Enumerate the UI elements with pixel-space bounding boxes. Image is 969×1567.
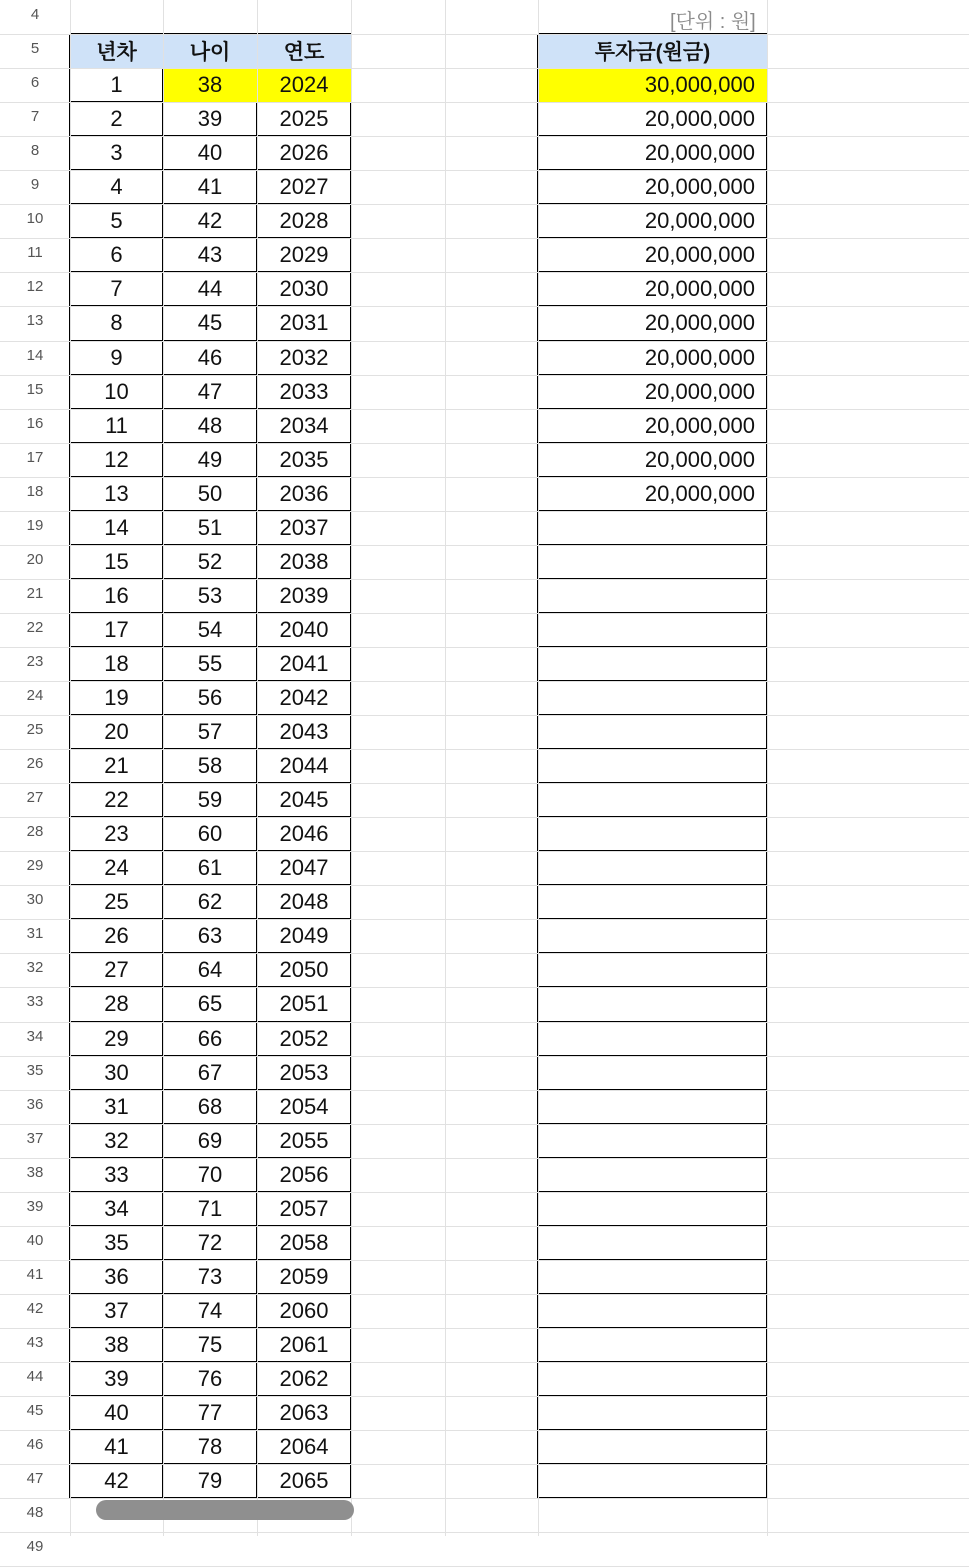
table-cell[interactable]: 2035 xyxy=(279,446,329,472)
table-cell[interactable]: 2039 xyxy=(279,582,329,608)
table-cell[interactable]: 18 xyxy=(104,650,129,676)
grid-column-line xyxy=(163,0,164,1536)
table-cell[interactable]: 2059 xyxy=(279,1263,329,1289)
table-cell[interactable]: 75 xyxy=(197,1331,223,1357)
row-number[interactable]: 14 xyxy=(26,346,44,364)
table-cell[interactable]: 53 xyxy=(197,582,223,608)
row-number[interactable]: 16 xyxy=(26,414,44,432)
table-cell[interactable]: 1 xyxy=(110,72,123,98)
table-cell[interactable]: 62 xyxy=(197,889,223,915)
row-number[interactable]: 21 xyxy=(26,584,44,602)
grid-line xyxy=(0,851,969,852)
grid-line xyxy=(0,409,969,410)
table-cell[interactable]: 2028 xyxy=(279,208,329,234)
table-cell[interactable]: 29 xyxy=(104,1025,129,1051)
grid-line xyxy=(0,1464,969,1465)
investment-cell[interactable] xyxy=(538,783,767,817)
unit-label: [단위 : 원] xyxy=(670,11,756,33)
table-cell[interactable]: 2053 xyxy=(279,1059,329,1085)
table-cell[interactable]: 28 xyxy=(104,991,129,1017)
table-cell[interactable]: 45 xyxy=(197,310,223,336)
investment-cell[interactable] xyxy=(538,613,767,647)
grid-column-line xyxy=(351,0,352,1536)
table-cell[interactable]: 2062 xyxy=(279,1366,329,1392)
investment-cell[interactable] xyxy=(538,885,767,919)
investment-cell[interactable] xyxy=(538,817,767,851)
table-cell[interactable]: 19 xyxy=(104,685,129,711)
grid-line xyxy=(0,1192,969,1193)
table-cell[interactable]: 46 xyxy=(197,344,223,370)
row-number[interactable]: 13 xyxy=(26,312,44,330)
table-cell[interactable]: 78 xyxy=(197,1434,223,1460)
row-number[interactable]: 26 xyxy=(26,755,44,773)
table-cell[interactable]: 38 xyxy=(163,68,257,102)
table-cell[interactable]: 21 xyxy=(104,753,129,779)
table-cell[interactable]: 12 xyxy=(104,446,129,472)
table-cell[interactable]: 52 xyxy=(197,548,223,574)
grid-line xyxy=(0,68,969,69)
col-header[interactable]: 년차 xyxy=(70,34,163,68)
investment-cell[interactable]: 20,000,000 xyxy=(644,242,755,268)
grid-line xyxy=(0,579,969,580)
row-number[interactable]: 19 xyxy=(26,516,44,534)
table-cell[interactable]: 2049 xyxy=(279,923,329,949)
grid-line xyxy=(0,545,969,546)
table-cell[interactable]: 2056 xyxy=(279,1161,329,1187)
grid-line xyxy=(0,919,969,920)
row-number[interactable]: 18 xyxy=(26,482,44,500)
col-header[interactable]: 나이 xyxy=(163,34,257,68)
table-cell[interactable]: 15 xyxy=(104,548,129,574)
table-cell[interactable]: 2054 xyxy=(279,1093,329,1119)
table-cell[interactable]: 67 xyxy=(197,1059,223,1085)
table-cell[interactable]: 68 xyxy=(197,1093,223,1119)
grid-column-line xyxy=(445,0,446,1536)
investment-cell[interactable]: 20,000,000 xyxy=(644,412,755,438)
table-cell[interactable]: 9 xyxy=(110,344,123,370)
table-cell[interactable]: 2031 xyxy=(279,310,329,336)
table-cell[interactable]: 3 xyxy=(110,140,123,166)
row-number[interactable]: 49 xyxy=(26,1538,44,1556)
table-cell[interactable]: 2058 xyxy=(279,1229,329,1255)
grid-line xyxy=(0,1090,969,1091)
table-cell[interactable]: 37 xyxy=(104,1297,129,1323)
row-number[interactable]: 40 xyxy=(26,1231,44,1249)
table-cell[interactable]: 2036 xyxy=(279,480,329,506)
table-cell[interactable]: 32 xyxy=(104,1127,129,1153)
row-number[interactable]: 11 xyxy=(27,244,43,262)
grid-line xyxy=(0,987,969,988)
table-cell[interactable]: 2040 xyxy=(279,616,329,642)
table-cell[interactable]: 54 xyxy=(197,616,223,642)
grid-line xyxy=(0,1430,969,1431)
row-number[interactable]: 9 xyxy=(30,176,40,194)
investment-cell[interactable] xyxy=(538,1022,767,1056)
table-cell[interactable]: 8 xyxy=(110,310,123,336)
investment-cell[interactable] xyxy=(538,1226,767,1260)
table-cell[interactable]: 2024 xyxy=(257,68,351,102)
row-number[interactable]: 37 xyxy=(26,1129,44,1147)
table-cell[interactable]: 2063 xyxy=(279,1400,329,1426)
table-cell[interactable]: 24 xyxy=(104,855,129,881)
table-cell[interactable]: 49 xyxy=(197,446,223,472)
horizontal-scrollbar[interactable] xyxy=(96,1500,354,1520)
table-cell[interactable]: 35 xyxy=(104,1229,129,1255)
table-cell[interactable]: 14 xyxy=(104,514,129,540)
table-cell[interactable]: 2055 xyxy=(279,1127,329,1153)
grid-line xyxy=(0,1362,969,1363)
row-number[interactable]: 17 xyxy=(26,448,44,466)
table-cell[interactable]: 60 xyxy=(197,821,223,847)
table-cell[interactable]: 69 xyxy=(197,1127,223,1153)
table-cell[interactable]: 79 xyxy=(197,1468,223,1494)
grid-line xyxy=(0,1294,969,1295)
grid-line xyxy=(0,749,969,750)
table-cell[interactable]: 6 xyxy=(110,242,123,268)
table-cell[interactable]: 25 xyxy=(104,889,129,915)
table-cell[interactable]: 11 xyxy=(105,412,128,438)
investment-cell[interactable] xyxy=(538,545,767,579)
row-number[interactable]: 25 xyxy=(26,721,44,739)
row-number[interactable]: 4 xyxy=(30,6,40,23)
row-number[interactable]: 38 xyxy=(26,1163,44,1181)
row-number[interactable]: 35 xyxy=(26,1061,44,1079)
investment-cell[interactable]: 20,000,000 xyxy=(644,446,755,472)
investment-cell[interactable] xyxy=(538,749,767,783)
row-number[interactable]: 31 xyxy=(26,925,44,943)
investment-cell[interactable]: 20,000,000 xyxy=(644,480,755,506)
table-cell[interactable]: 2064 xyxy=(279,1434,329,1460)
grid-line xyxy=(0,1022,969,1023)
investment-cell[interactable]: 20,000,000 xyxy=(644,174,755,200)
table-cell[interactable]: 48 xyxy=(197,412,223,438)
table-cell[interactable]: 47 xyxy=(197,378,223,404)
investment-cell[interactable] xyxy=(538,715,767,749)
col-header[interactable]: 연도 xyxy=(257,34,351,68)
table-cell[interactable]: 2047 xyxy=(279,855,329,881)
table-cell[interactable]: 50 xyxy=(197,480,223,506)
row-number[interactable]: 30 xyxy=(26,891,44,909)
investment-cell[interactable] xyxy=(538,1260,767,1294)
table-cell[interactable]: 2051 xyxy=(279,991,329,1017)
table-cell[interactable]: 26 xyxy=(104,923,129,949)
table-cell[interactable]: 2029 xyxy=(279,242,329,268)
grid-line xyxy=(0,953,969,954)
table-cell[interactable]: 41 xyxy=(104,1434,129,1460)
investment-cell[interactable] xyxy=(538,953,767,987)
table-cell[interactable]: 44 xyxy=(197,276,223,302)
investment-cell[interactable] xyxy=(538,1090,767,1124)
investment-cell[interactable]: 20,000,000 xyxy=(644,208,755,234)
investment-cell[interactable]: 20,000,000 xyxy=(644,378,755,404)
investment-cell[interactable]: 30,000,000 xyxy=(538,68,767,102)
table-cell[interactable]: 2042 xyxy=(279,685,329,711)
table-cell[interactable]: 61 xyxy=(197,855,223,881)
grid-line xyxy=(0,306,969,307)
row-number[interactable]: 48 xyxy=(26,1504,44,1522)
table-cell[interactable]: 63 xyxy=(197,923,223,949)
grid-line xyxy=(0,817,969,818)
grid-line xyxy=(0,102,969,103)
grid-line xyxy=(0,1328,969,1329)
grid-line xyxy=(0,1124,969,1125)
table-cell[interactable]: 4 xyxy=(110,174,123,200)
grid-line xyxy=(0,375,969,376)
table-cell[interactable]: 76 xyxy=(197,1366,223,1392)
grid-line xyxy=(0,477,969,478)
investment-cell[interactable]: 20,000,000 xyxy=(644,276,755,302)
table-cell[interactable]: 23 xyxy=(104,821,129,847)
row-number[interactable]: 46 xyxy=(26,1436,44,1454)
grid-line xyxy=(0,34,969,35)
table-cell[interactable]: 10 xyxy=(104,378,129,404)
table-cell[interactable]: 2041 xyxy=(279,650,329,676)
table-cell[interactable]: 2061 xyxy=(279,1331,329,1357)
row-number[interactable]: 5 xyxy=(30,40,40,58)
table-cell[interactable]: 2026 xyxy=(279,140,329,166)
table-cell[interactable]: 64 xyxy=(197,957,223,983)
grid-line xyxy=(0,170,969,171)
table-cell[interactable]: 70 xyxy=(197,1161,223,1187)
investment-cell[interactable] xyxy=(538,1396,767,1430)
grid-line xyxy=(0,1532,969,1533)
grid-line xyxy=(0,1396,969,1397)
investment-cell[interactable] xyxy=(538,1294,767,1328)
grid-line xyxy=(0,681,969,682)
investment-cell[interactable] xyxy=(538,919,767,953)
table-cell[interactable]: 20 xyxy=(104,719,129,745)
table-cell[interactable]: 56 xyxy=(197,685,223,711)
grid-line xyxy=(0,1260,969,1261)
table-cell[interactable]: 2060 xyxy=(279,1297,329,1323)
investment-cell[interactable] xyxy=(538,579,767,613)
table-cell[interactable]: 33 xyxy=(104,1161,129,1187)
investment-cell[interactable] xyxy=(538,1124,767,1158)
row-number[interactable]: 32 xyxy=(26,959,44,977)
table-cell[interactable]: 2025 xyxy=(279,106,329,132)
grid-line xyxy=(0,1158,969,1159)
row-number[interactable]: 7 xyxy=(30,108,40,126)
table-cell[interactable]: 65 xyxy=(197,991,223,1017)
table-cell[interactable]: 22 xyxy=(104,787,129,813)
table-cell[interactable]: 38 xyxy=(104,1331,129,1357)
table-cell[interactable]: 2044 xyxy=(279,753,329,779)
table-cell[interactable]: 13 xyxy=(104,480,129,506)
investment-cell[interactable]: 20,000,000 xyxy=(644,106,755,132)
table-cell[interactable]: 2048 xyxy=(279,889,329,915)
row-number[interactable]: 6 xyxy=(30,74,40,92)
grid-line xyxy=(0,272,969,273)
row-number[interactable]: 41 xyxy=(26,1265,44,1283)
table-cell[interactable]: 2027 xyxy=(279,174,329,200)
table-cell[interactable]: 36 xyxy=(104,1263,129,1289)
row-number[interactable]: 12 xyxy=(26,278,44,296)
investment-cell[interactable] xyxy=(538,1362,767,1396)
row-number[interactable]: 22 xyxy=(26,618,44,636)
table-cell[interactable]: 73 xyxy=(197,1263,223,1289)
table-cell[interactable]: 58 xyxy=(197,753,223,779)
row-number[interactable]: 44 xyxy=(26,1368,44,1385)
table-cell[interactable]: 16 xyxy=(104,582,129,608)
row-number[interactable]: 8 xyxy=(30,142,40,160)
investment-cell[interactable]: 20,000,000 xyxy=(644,344,755,370)
row-number[interactable]: 28 xyxy=(26,823,44,841)
row-number[interactable]: 45 xyxy=(26,1402,44,1420)
investment-cell[interactable] xyxy=(538,987,767,1021)
grid-line xyxy=(0,715,969,716)
grid-column-line xyxy=(767,0,768,1536)
table-cell[interactable]: 72 xyxy=(197,1229,223,1255)
table-cell[interactable]: 2043 xyxy=(279,719,329,745)
table-cell[interactable]: 77 xyxy=(197,1400,223,1426)
grid-column-line xyxy=(257,0,258,1536)
grid-column-line xyxy=(70,0,71,1536)
row-number[interactable]: 42 xyxy=(26,1299,44,1317)
table-cell[interactable]: 2038 xyxy=(279,548,329,574)
table-cell[interactable]: 39 xyxy=(104,1366,129,1392)
grid-line xyxy=(0,783,969,784)
investment-cell[interactable]: 20,000,000 xyxy=(644,310,755,336)
row-number[interactable]: 27 xyxy=(26,789,44,807)
grid-line xyxy=(0,1226,969,1227)
row-number[interactable]: 20 xyxy=(26,550,44,568)
row-number[interactable]: 15 xyxy=(26,380,44,398)
grid-line xyxy=(0,204,969,205)
row-number[interactable]: 47 xyxy=(26,1470,44,1488)
table-cell[interactable]: 2030 xyxy=(279,276,329,302)
table-cell[interactable]: 2045 xyxy=(279,787,329,813)
grid-line xyxy=(0,647,969,648)
table-cell[interactable]: 55 xyxy=(197,650,223,676)
table-cell[interactable]: 41 xyxy=(197,174,223,200)
table-cell[interactable]: 7 xyxy=(110,276,123,302)
table-cell[interactable]: 74 xyxy=(197,1297,223,1323)
table-cell[interactable]: 5 xyxy=(110,208,123,234)
table-cell[interactable]: 2052 xyxy=(279,1025,329,1051)
investment-cell[interactable] xyxy=(538,681,767,715)
table-cell[interactable]: 2050 xyxy=(279,957,329,983)
investment-header[interactable]: 투자금(원금) xyxy=(538,34,767,68)
investment-cell[interactable] xyxy=(538,1158,767,1192)
investment-cell[interactable] xyxy=(538,1464,767,1498)
table-cell[interactable]: 30 xyxy=(104,1059,129,1085)
table-cell[interactable]: 2037 xyxy=(279,514,329,540)
row-number[interactable]: 34 xyxy=(26,1027,44,1045)
table-cell[interactable]: 34 xyxy=(104,1195,129,1221)
table-cell[interactable]: 2057 xyxy=(279,1195,329,1221)
table-cell[interactable]: 42 xyxy=(197,208,223,234)
grid-line xyxy=(0,1056,969,1057)
investment-cell[interactable]: 20,000,000 xyxy=(644,140,755,166)
investment-cell[interactable] xyxy=(538,1430,767,1464)
row-number[interactable]: 36 xyxy=(26,1095,44,1113)
table-cell[interactable]: 31 xyxy=(104,1093,129,1119)
table-cell[interactable]: 66 xyxy=(197,1025,223,1051)
row-number[interactable]: 10 xyxy=(26,210,44,228)
table-cell[interactable]: 17 xyxy=(104,616,129,642)
investment-cell[interactable] xyxy=(538,1328,767,1362)
table-cell[interactable]: 2034 xyxy=(279,412,329,438)
row-number[interactable]: 39 xyxy=(26,1197,44,1215)
row-number[interactable]: 43 xyxy=(26,1333,44,1351)
grid-line xyxy=(0,238,969,239)
row-number[interactable]: 24 xyxy=(26,687,44,704)
table-cell[interactable]: 2 xyxy=(110,106,123,132)
table-cell[interactable]: 71 xyxy=(197,1195,223,1221)
grid-column-line xyxy=(538,0,539,1536)
grid-line xyxy=(0,443,969,444)
table-cell[interactable]: 57 xyxy=(197,719,223,745)
table-cell[interactable]: 2032 xyxy=(279,344,329,370)
table-cell[interactable]: 42 xyxy=(104,1468,129,1494)
table-cell[interactable]: 2046 xyxy=(279,821,329,847)
table-cell[interactable]: 39 xyxy=(197,106,223,132)
grid-line xyxy=(0,341,969,342)
investment-cell[interactable] xyxy=(538,647,767,681)
grid-line xyxy=(0,885,969,886)
investment-cell[interactable] xyxy=(538,511,767,545)
table-cell[interactable]: 2033 xyxy=(279,378,329,404)
row-number[interactable]: 29 xyxy=(26,857,44,875)
table-cell[interactable]: 40 xyxy=(197,140,223,166)
table-cell[interactable]: 43 xyxy=(197,242,223,268)
investment-cell[interactable] xyxy=(538,1056,767,1090)
investment-cell[interactable] xyxy=(538,851,767,885)
grid-line xyxy=(0,613,969,614)
investment-cell[interactable] xyxy=(538,1192,767,1226)
table-cell[interactable]: 2065 xyxy=(279,1468,329,1494)
grid-line xyxy=(0,136,969,137)
table-cell[interactable]: 51 xyxy=(197,514,223,540)
table-cell[interactable]: 59 xyxy=(197,787,223,813)
grid-line xyxy=(0,511,969,512)
table-cell[interactable]: 40 xyxy=(104,1400,129,1426)
table-cell[interactable]: 27 xyxy=(104,957,129,983)
row-number[interactable]: 23 xyxy=(26,652,44,670)
row-number[interactable]: 33 xyxy=(26,993,44,1011)
